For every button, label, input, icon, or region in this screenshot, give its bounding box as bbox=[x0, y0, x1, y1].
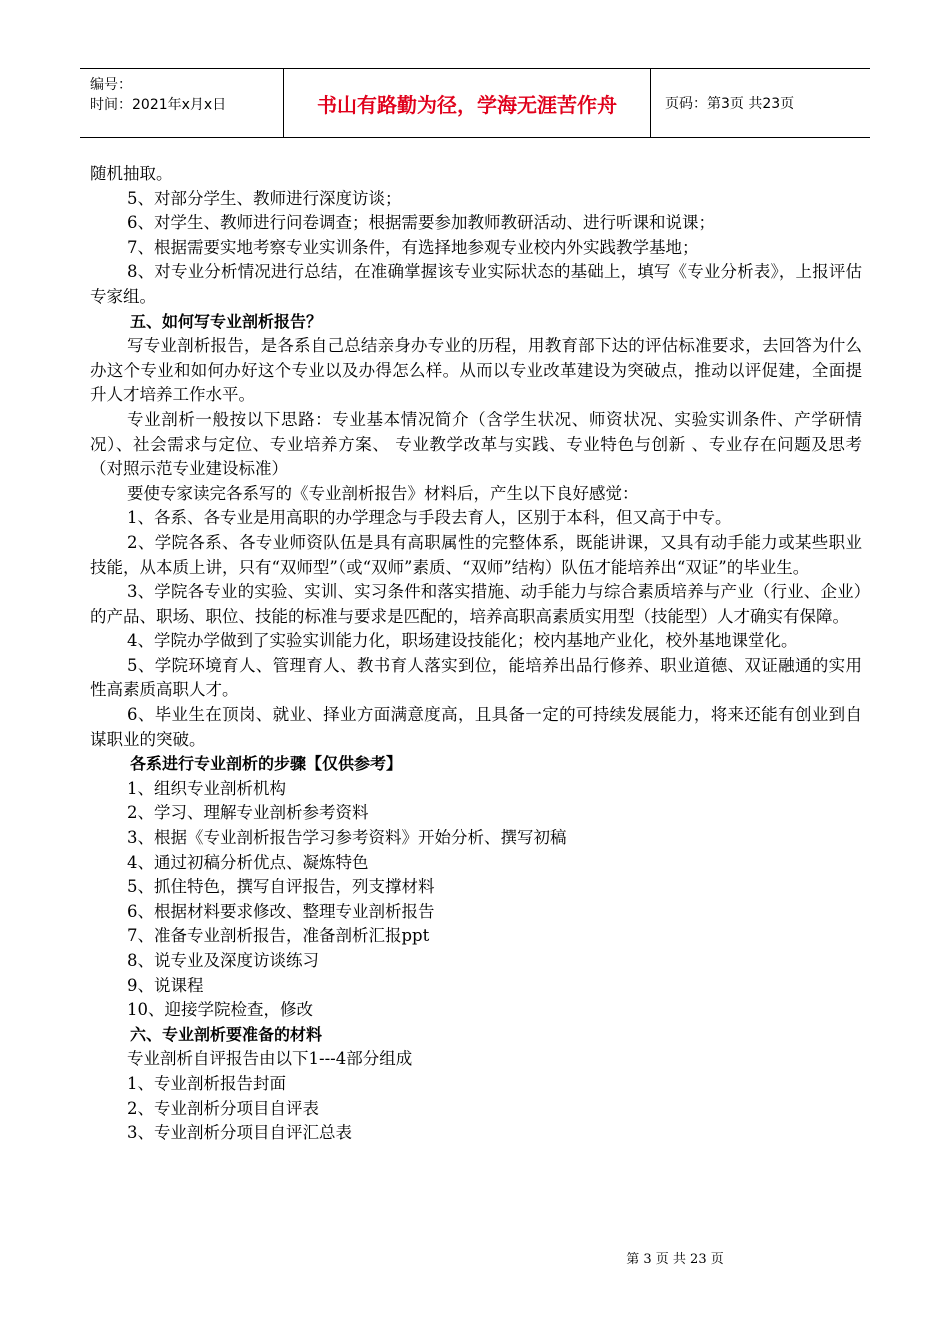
paragraph: 2、学院各系、各专业师资队伍是具有高职属性的完整体系，既能讲课，又具有动手能力或某些职业技能，从本质上讲，只有“双师型”（或“双师”素质、“双师”结构）队伍才能培养出“双证”的毕业生。 bbox=[90, 532, 862, 577]
header-slogan: 书山有路勤为径，学海无涯苦作舟 bbox=[284, 69, 651, 137]
list-item: 3、根据《专业剖析报告学习参考资料》开始分析、撰写初稿 bbox=[127, 828, 567, 848]
paragraph: 4、学院办学做到了实验实训能力化，职场建设技能化；校内基地产业化，校外基地课堂化。 bbox=[127, 631, 798, 651]
paragraph: 随机抽取。 bbox=[90, 164, 173, 183]
list-item: 1、组织专业剖析机构 bbox=[127, 778, 286, 798]
list-item: 4、通过初稿分析优点、凝炼特色 bbox=[127, 852, 369, 872]
list-item: 2、学习、理解专业剖析参考资料 bbox=[127, 803, 369, 823]
list-item: 7、准备专业剖析报告，准备剖析汇报ppt bbox=[127, 926, 430, 946]
footer-page-number: 第 3 页 共 23 页 bbox=[626, 1252, 724, 1267]
paragraph: 8、对专业分析情况进行总结，在准确掌握该专业实际状态的基础上，填写《专业分析表》，上报评估专家组。 bbox=[90, 262, 862, 306]
section-heading: 各系进行专业剖析的步骤【仅供参考】 bbox=[130, 754, 403, 774]
list-item: 5、抓住特色，撰写自评报告，列支撑材料 bbox=[127, 877, 435, 897]
list-item: 9、说课程 bbox=[127, 975, 204, 995]
list-item: 6、根据材料要求修改、整理专业剖析报告 bbox=[127, 901, 435, 921]
paragraph: 6、对学生、教师进行问卷调查；根据需要参加教师教研活动、进行听课和说课； bbox=[127, 213, 715, 233]
paragraph: 1、各系、各专业是用高职的办学理念与手段去育人，区别于本科，但又高于中专。 bbox=[127, 508, 732, 528]
list-item: 2、专业剖析分项目自评表 bbox=[127, 1098, 319, 1118]
paragraph: 5、对部分学生、教师进行深度访谈； bbox=[127, 188, 402, 208]
doc-time-label: 时间：2021年x月x日 bbox=[90, 97, 227, 113]
document-body bbox=[90, 162, 862, 1146]
paragraph: 5、学院环境育人、管理育人、教书育人落实到位，能培养出品行修养、职业道德、双证融通的实用性高素质高职人才。 bbox=[90, 655, 862, 700]
paragraph: 7、根据需要实地考察专业实训条件，有选择地参观专业校内外实践教学基地； bbox=[127, 237, 699, 257]
list-item: 8、说专业及深度访谈练习 bbox=[127, 951, 319, 970]
paragraph: 要使专家读完各系写的《专业剖析报告》材料后，产生以下良好感觉： bbox=[127, 483, 639, 503]
paragraph: 写专业剖析报告，是各系自己总结亲身办专业的历程，用教育部下达的评估标准要求，去回答为什么办这个专业和如何办好这个专业以及办得怎么样。从而以专业改革建设为突破点，推动以评促建，全面提升人才培养工作水平。 bbox=[90, 336, 862, 405]
section-heading: 五、如何写专业剖析报告？ bbox=[130, 311, 323, 331]
section-heading: 六、专业剖析要准备的材料 bbox=[130, 1024, 323, 1044]
doc-number-label: 编号： bbox=[90, 77, 132, 93]
list-item: 3、专业剖析分项目自评汇总表 bbox=[127, 1123, 352, 1143]
header-page-info: 页码：第3页 共23页 bbox=[665, 96, 795, 112]
paragraph: 6、毕业生在顶岗、就业、择业方面满意度高，且具备一定的可持续发展能力，将来还能有创业到自谋职业的突破。 bbox=[90, 705, 862, 749]
paragraph: 3、学院各专业的实验、实训、实习条件和落实措施、动手能力与综合素质培养与产业（行业、企业）的产品、职场、职位、技能的标准与要求是匹配的，培养高职高素质实用型（技能型）人才确实有保障。 bbox=[90, 582, 862, 626]
paragraph: 专业剖析自评报告由以下1---4部分组成 bbox=[127, 1049, 413, 1069]
header-meta bbox=[80, 69, 284, 137]
paragraph: 专业剖析一般按以下思路：专业基本情况简介（含学生状况、师资状况、实验实训条件、产学研情况）、社会需求与定位、专业培养方案、 专业教学改革与实践、专业特色与创新 、专业存在问题及思考（对照示范专业建设标准） bbox=[90, 409, 862, 479]
list-item: 10、迎接学院检查，修改 bbox=[127, 1000, 313, 1020]
page-header bbox=[80, 68, 870, 138]
page-footer bbox=[0, 1248, 950, 1267]
list-item: 1、专业剖析报告封面 bbox=[127, 1073, 286, 1093]
